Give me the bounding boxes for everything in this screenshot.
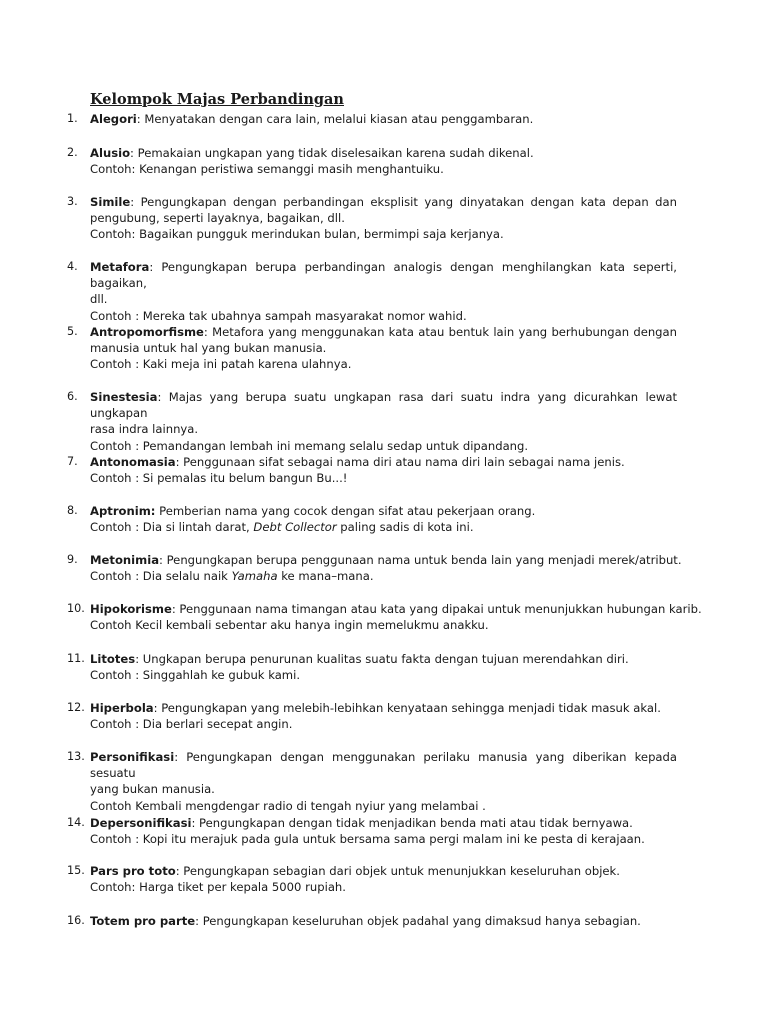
item-content [90,749,677,814]
item-number: 13. [67,750,85,763]
item-content [90,145,677,177]
item-term: Antonomasia [90,455,176,469]
item-definition [90,503,677,519]
item-content [90,324,677,373]
item-number: 12. [67,701,85,714]
item-definition [90,389,677,421]
item-definition-text: : Pengungkapan yang melebih-lebihkan kenyataan sehingga menjadi tidak masuk akal. [153,701,661,715]
item-number: 8. [67,504,78,517]
item-example-tail: paling sadis di kota ini. [336,520,474,535]
item-example: Contoh: Kenangan peristiwa semanggi masih menghantuiku. [90,162,444,177]
item-definition-text: : Pengungkapan keseluruhan objek padahal yang dimaksud hanya sebagian. [195,914,641,928]
item-term: Aptronim: [90,504,156,518]
item-number: 7. [67,455,78,468]
item-term: Totem pro parte [90,914,196,928]
item-definition [90,815,677,831]
item-number: 6. [67,390,78,403]
item-definition [90,552,682,568]
item-definition-text: Pemberian nama yang cocok dengan sifat atau pekerjaan orang. [155,504,536,518]
item-example: Contoh : Kopi itu merajuk pada gula untuk bersama sama pergi malam ini ke pesta di kerajaan. [90,832,645,847]
item-term: Personifikasi [90,750,175,764]
item-term: Pars pro toto [90,864,176,878]
item-number: 15. [67,864,85,877]
item-content [90,454,677,486]
item-number: 3. [67,195,78,208]
item-term: Metafora [90,260,150,274]
item-definition-continued: dll. [90,292,108,307]
item-number: 9. [67,553,78,566]
item-term: Metonimia [90,553,160,567]
item-definition [90,601,702,617]
item-definition-text: : Menyatakan dengan cara lain, melalui kiasan atau penggambaran. [136,112,534,126]
item-number: 5. [67,325,78,338]
item-definition-text: : Penggunaan sifat sebagai nama diri atau nama diri lain sebagai nama jenis. [175,455,625,469]
item-example-text: Contoh : Dia selalu naik [90,569,232,584]
item-definition-text: : Ungkapan berupa penurunan kualitas suatu fakta dengan tujuan merendahkan diri. [135,652,629,666]
item-number: 1. [67,112,78,125]
item-term: Hiperbola [90,701,154,715]
item-content [90,601,702,633]
item-example: Contoh : Singgahlah ke gubuk kami. [90,668,301,683]
page-title: Kelompok Majas Perbandingan [90,91,344,108]
item-definition [90,913,677,929]
item-example: Contoh : Si pemalas itu belum bangun Bu...! [90,471,348,486]
item-definition-text: : Pengungkapan sebagian dari objek untuk menunjukkan keseluruhan objek. [175,864,620,878]
item-definition [90,194,677,210]
item-example-italic: Yamaha [231,569,278,584]
item-definition [90,454,677,470]
item-term: Alegori [90,112,137,126]
item-example-italic: Debt Collector [253,520,337,535]
item-content [90,259,677,324]
item-definition [90,749,677,781]
item-content [90,111,677,127]
item-content [90,389,677,454]
item-content [90,913,677,929]
item-example: Contoh: Harga tiket per kepala 5000 rupiah. [90,880,346,895]
item-example [90,519,677,535]
item-definition-text: : Pengungkapan berupa perbandingan analogis dengan menghilangkan kata seperti, bagaikan, [90,260,677,291]
item-definition-text: : Pengungkapan dengan menggunakan perilaku manusia yang diberikan kepada sesuatu [90,750,677,781]
item-example-tail: ke mana–mana. [277,569,374,584]
item-definition-text: : Penggunaan nama timangan atau kata yang dipakai untuk menunjukkan hubungan karib. [171,602,702,616]
item-term: Alusio [90,146,131,160]
item-example: Contoh Kembali mengdengar radio di tengah nyiur yang melambai . [90,798,486,813]
item-definition-continued: pengubung, seperti layaknya, bagaikan, dll. [90,211,345,226]
item-definition-text: : Majas yang berupa suatu ungkapan rasa dari suatu indra yang dicurahkan lewat ungkapan [90,390,677,421]
item-example: Contoh : Dia berlari secepat angin. [90,717,293,732]
item-definition-continued: manusia untuk hal yang bukan manusia. [90,341,327,356]
item-term: Sinestesia [90,390,158,404]
item-definition-text: : Pengungkapan dengan perbandingan eksplisit yang dinyatakan dengan kata depan dan [130,195,677,209]
item-definition-continued: rasa indra lainnya. [90,422,199,437]
item-definition [90,651,677,667]
item-content [90,194,677,243]
item-content [90,700,677,732]
item-example: Contoh : Kaki meja ini patah karena ulahnya. [90,357,352,372]
item-example: Contoh : Mereka tak ubahnya sampah masyarakat nomor wahid. [90,308,467,323]
item-term: Simile [90,195,131,209]
item-term: Hipokorisme [90,602,172,616]
item-example: Contoh : Pemandangan lembah ini memang selalu sedap untuk dipandang. [90,438,529,453]
item-definition [90,700,677,716]
item-content [90,863,677,895]
item-example-text: Contoh : Dia si lintah darat, [90,520,254,535]
item-number: 14. [67,816,85,829]
item-example: Contoh Kecil kembali sebentar aku hanya ingin memelukmu anakku. [90,618,489,633]
item-definition [90,111,677,127]
item-definition-text: : Metafora yang menggunakan kata atau bentuk lain yang berhubungan dengan [203,325,677,339]
item-content [90,651,677,683]
item-example: Contoh: Bagaikan pungguk merindukan bulan, bermimpi saja kerjanya. [90,227,504,242]
item-definition [90,863,677,879]
item-number: 10. [67,602,85,615]
item-definition [90,259,677,291]
item-number: 4. [67,260,78,273]
item-content [90,815,677,847]
item-definition-text: : Pengungkapan berupa penggunaan nama untuk benda lain yang menjadi merek/atribut. [159,553,682,567]
item-number: 16. [67,914,85,927]
item-content [90,503,677,535]
item-term: Antropomorfisme [90,325,204,339]
item-definition-text: : Pengungkapan dengan tidak menjadikan benda mati atau tidak bernyawa. [191,816,633,830]
item-definition-continued: yang bukan manusia. [90,782,215,797]
item-definition [90,145,677,161]
item-number: 2. [67,146,78,159]
item-definition-text: : Pemakaian ungkapan yang tidak diselesaikan karena sudah dikenal. [130,146,534,160]
item-term: Depersonifikasi [90,816,192,830]
item-term: Litotes [90,652,136,666]
item-definition [90,324,677,340]
item-content [90,552,682,584]
item-number: 11. [67,652,85,665]
item-example [90,568,677,584]
